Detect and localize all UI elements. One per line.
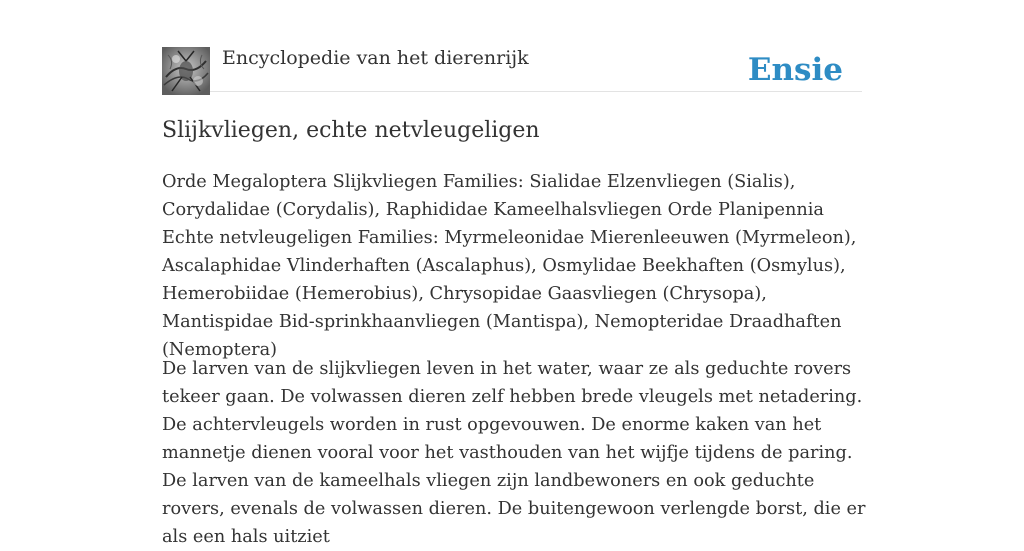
brand-logo[interactable]: Ensie (747, 52, 843, 88)
source-title[interactable]: Encyclopedie van het dierenrijk (222, 47, 529, 69)
insect-illustration-icon (162, 47, 210, 95)
article-paragraph: De larven van de slijkvliegen leven in het water, waar ze als geduchte rovers tekeer gaan. De volwassen dieren zelf hebben brede vleugels met netadering. De achtervleugels worden in rust opgevouwen. De enorme kaken van het mannetje dienen vooral voor het vasthouden van het wijfje tijdens de paring. De larven van de kameelhals vliegen zijn landbewoners en ook geduchte rovers, evenals de volwassen dieren. De buitengewoon verlengde borst, die er als een hals uitziet (162, 359, 866, 547)
source-header (162, 0, 862, 92)
article-page (162, 0, 866, 547)
article-paragraph: Orde Megaloptera Slijkvliegen Families: Sialidae Elzenvliegen (Sialis), Corydalidae (Corydalis), Raphididae Kameelhalsvliegen Orde Planipennia Echte netvleugeligen Families: Myrmeleonidae Mierenleeuwen (Myrmeleon), Ascalaphidae Vlinderhaften (Ascalaphus), Osmylidae Beekhaften (Osmylus), Hemerobiidae (Hemerobius), Chrysopidae Gaasvliegen (Chrysopa), Mantispidae Bid-sprinkhaanvliegen (Mantispa), Nemopteridae Draadhaften (Nemoptera) (162, 172, 857, 360)
article-title: Slijkvliegen, echte netvleugeligen (162, 118, 540, 143)
source-avatar[interactable] (162, 47, 210, 95)
